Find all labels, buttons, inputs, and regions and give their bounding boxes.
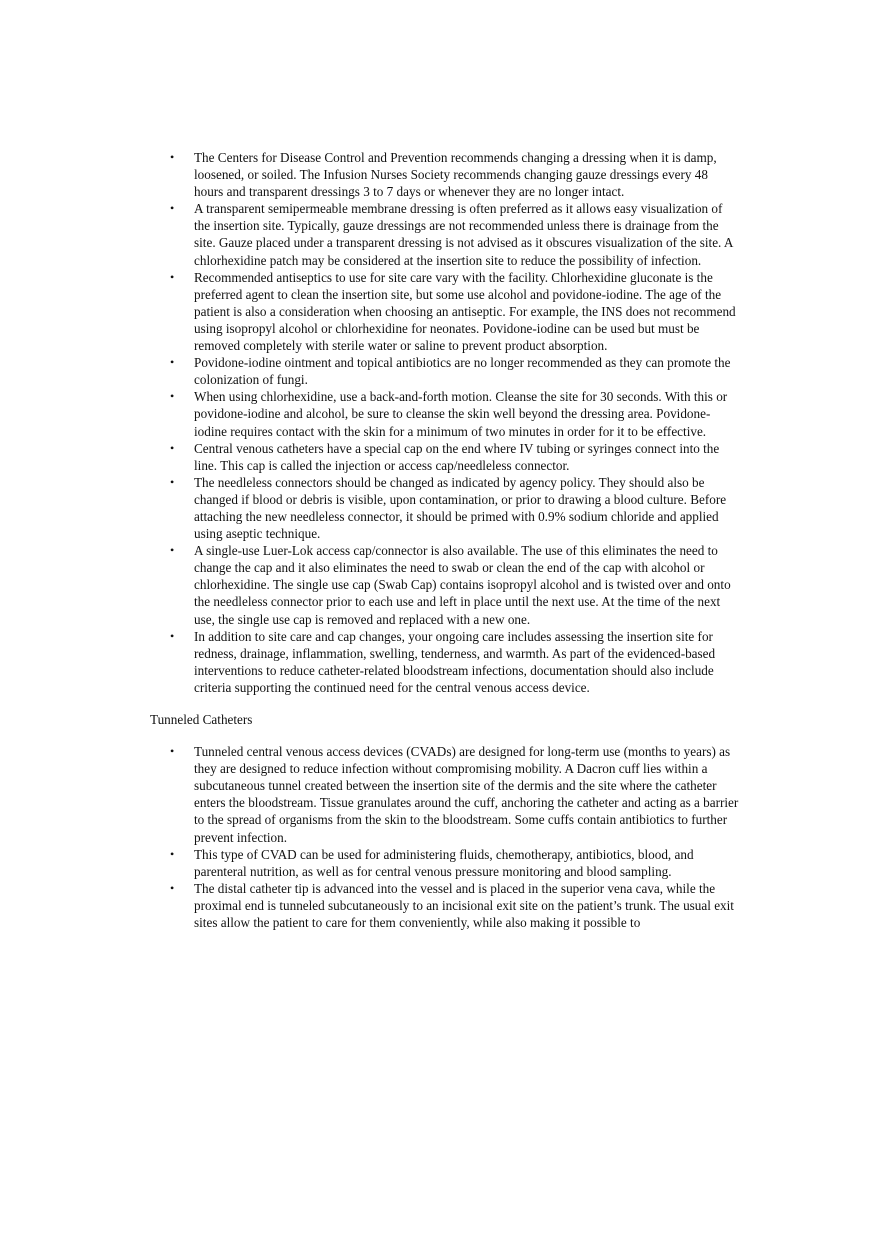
list-item <box>150 542 740 627</box>
list-item <box>150 388 740 439</box>
bullet-icon: • <box>170 880 175 895</box>
list-item <box>150 149 740 200</box>
list-item <box>150 354 740 388</box>
list-item <box>150 200 740 268</box>
list-item <box>150 743 740 846</box>
dressing-care-list <box>150 149 740 696</box>
list-item-text: A transparent semipermeable membrane dressing is often preferred as it allows easy visualization of the insertion site. Typically, gauze dressings are not recommended unless there is drainage from the site. Gauze placed under a transparent dressing is not advised as it obscures visualization of the site. A chlorhexidine patch may be considered at the insertion site to reduce the possibility of infection. <box>194 201 733 268</box>
list-item-text: The needleless connectors should be changed as indicated by agency policy. They should also be changed if blood or debris is visible, upon contamination, or prior to drawing a blood culture. Before attaching the new needleless connector, it should be primed with 0.9% sodium chloride and applied using aseptic technique. <box>194 474 727 542</box>
list-item-text: Central venous catheters have a special cap on the end where IV tubing or syringes connect into the line. This cap is called the injection or access cap/needleless connector. <box>194 440 720 473</box>
bullet-icon: • <box>170 201 175 216</box>
list-item-text: The distal catheter tip is advanced into the vessel and is placed in the superior vena cava, while the proximal end is tunneled subcutaneously to an incisional exit site on the patient’s trunk. The usual exit sites allow the patient to care for them conveniently, while also making it possible to <box>194 880 734 931</box>
bullet-icon: • <box>170 150 175 164</box>
list-item-text: In addition to site care and cap changes, your ongoing care includes assessing the insertion site for redness, drainage, inflammation, swelling, tenderness, and warmth. As part of the evidenced-based interventions to reduce catheter-related bloodstream infections, documentation should also include criteria supporting the continued need for the central venous access device. <box>194 628 716 695</box>
bullet-icon: • <box>170 846 175 861</box>
bullet-icon: • <box>170 269 175 284</box>
bullet-icon: • <box>170 628 175 643</box>
bullet-icon: • <box>170 474 175 489</box>
bullet-icon: • <box>170 355 175 370</box>
list-item <box>150 880 740 931</box>
page-content <box>150 149 740 931</box>
tunneled-catheters-list <box>150 743 740 931</box>
bullet-icon: • <box>170 389 175 404</box>
bullet-icon: • <box>170 543 175 558</box>
section-heading-tunneled-catheters: Tunneled Catheters <box>150 712 253 727</box>
list-item-text: The Centers for Disease Control and Prevention recommends changing a dressing when it is damp, loosened, or soiled. The Infusion Nurses Society recommends changing gauze dressings every 48 hours and transparent dressings 3 to 7 days or whenever they are no longer intact. <box>194 150 717 200</box>
list-item-text: Tunneled central venous access devices (CVADs) are designed for long-term use (months to years) as they are designed to reduce infection without compromising mobility. A Dacron cuff lies within a subcutaneous tunnel created between the insertion site of the dermis and the site where the catheter enters the bloodstream. Tissue granulates around the cuff, anchoring the catheter and acting as a barrier to the spread of organisms from the skin to the bloodstream. Some cuffs contain antibiotics to further prevent infection. <box>194 744 739 845</box>
list-item-text: When using chlorhexidine, use a back-and-forth motion. Cleanse the site for 30 seconds. With this or povidone-iodine and alcohol, be sure to cleanse the skin well beyond the dressing area. Povidone-iodine requires contact with the skin for a minimum of two minutes in order for it to be effective. <box>194 389 728 439</box>
list-item <box>150 269 740 354</box>
list-item-text: This type of CVAD can be used for administering fluids, chemotherapy, antibiotics, blood, and parenteral nutrition, as well as for central venous pressure monitoring and blood sampling. <box>194 846 694 879</box>
bullet-icon: • <box>170 440 175 455</box>
list-item-text: Recommended antiseptics to use for site care vary with the facility. Chlorhexidine gluconate is the preferred agent to clean the insertion site, but some use alcohol and povidone-iodine. The age of the patient is also a consideration when choosing an antiseptic. For example, the INS does not recommend using isopropyl alcohol or chlorhexidine for neonates. Povidone-iodine can be used but must be removed completely with sterile water or saline to prevent product absorption. <box>194 269 736 354</box>
bullet-icon: • <box>170 744 175 759</box>
list-item-text: A single-use Luer-Lok access cap/connector is also available. The use of this eliminates the need to change the cap and it also eliminates the need to swab or clean the end of the cap with alcohol or chlorhexidine. The single use cap (Swab Cap) contains isopropyl alcohol and is twisted over and onto the needleless connector prior to each use and left in place until the next use. At the time of the next use, the single use cap is removed and replaced with a new one. <box>194 543 731 627</box>
list-item <box>150 474 740 542</box>
list-item <box>150 440 740 474</box>
list-item <box>150 846 740 880</box>
list-item-text: Povidone-iodine ointment and topical antibiotics are no longer recommended as they can promote the colonization of fungi. <box>194 355 731 388</box>
list-item <box>150 628 740 696</box>
